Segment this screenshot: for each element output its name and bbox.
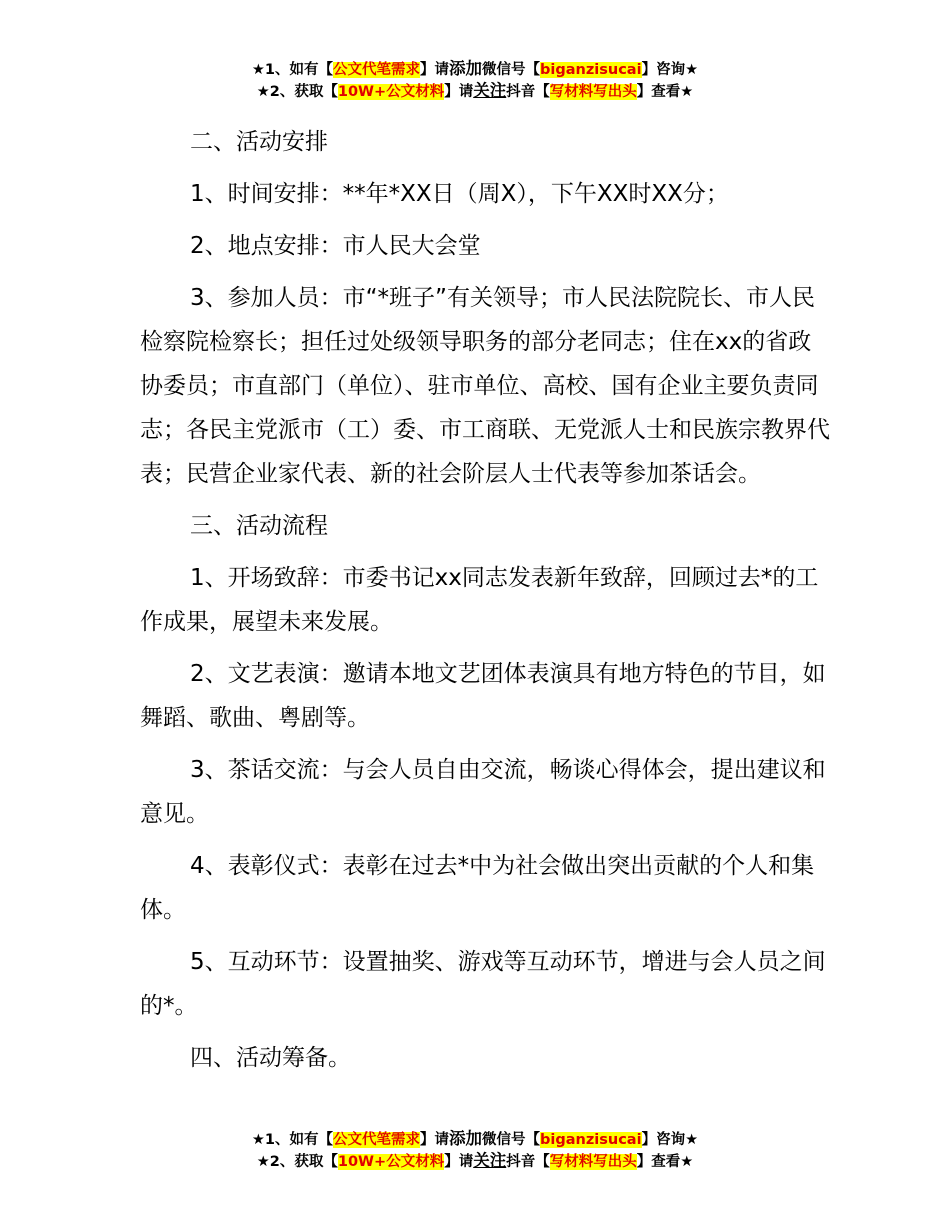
banner-highlight: biganzisucai [540, 62, 642, 78]
paragraph: 1、时间安排：**年*XX日（周X），下午XX时XX分； [190, 181, 729, 207]
banner-highlight: biganzisucai [540, 1132, 642, 1148]
banner-highlight: 公文代笔需求 [333, 62, 421, 78]
section-heading: 二、活动安排 [190, 129, 328, 155]
banner-text: 】查看★ [636, 84, 694, 100]
banner-highlight: 写材料写出头 [549, 1154, 637, 1170]
banner-emphasis: 关注 [473, 1151, 507, 1170]
banner-text: 】请 [444, 84, 474, 100]
banner-emphasis: 关注 [473, 81, 507, 100]
banner-text: 】请 [444, 1154, 474, 1170]
banner-text: 】咨询★ [641, 1132, 699, 1148]
banner-line-2 [0, 1150, 950, 1172]
banner-text: ★2、获取【 [256, 84, 338, 100]
paragraph: 3、茶话交流：与会人员自由交流，畅谈心得体会，提出建议和意见。 [140, 757, 826, 827]
banner-emphasis: 添加 [449, 1129, 483, 1148]
banner-emphasis: 添加 [449, 59, 483, 78]
banner-line-2 [0, 80, 950, 102]
banner-highlight: 写材料写出头 [549, 84, 637, 100]
banner-line-1 [0, 58, 950, 80]
banner-text: 】咨询★ [641, 62, 699, 78]
banner-text: 抖音【 [506, 1154, 550, 1170]
banner-text: 微信号【 [482, 62, 541, 78]
banner-text: 】查看★ [636, 1154, 694, 1170]
paragraph: 3、参加人员：市“*班子”有关领导；市人民法院院长、市人民检察院检察长；担任过处级领导职务的部分老同志；住在xx的省政协委员；市直部门（单位）、驻市单位、高校、国有企业主要负责同志；各民主党派市（工）委、市工商联、无党派人士和民族宗教界代表；民营企业家代表、新的社会阶层人士代表等参加茶话会。 [140, 285, 830, 487]
header-banner [0, 58, 950, 102]
banner-line-1 [0, 1128, 950, 1150]
section-heading: 三、活动流程 [190, 513, 328, 539]
banner-highlight: 10W+公文材料 [337, 84, 445, 100]
banner-text: ★1、如有【 [251, 1132, 334, 1148]
paragraph: 4、表彰仪式：表彰在过去*中为社会做出突出贡献的个人和集体。 [140, 853, 815, 923]
footer-banner [0, 1128, 950, 1172]
paragraph: 2、地点安排：市人民大会堂 [190, 233, 481, 259]
section-heading: 四、活动筹备。 [190, 1045, 351, 1071]
banner-text: 】请 [420, 62, 450, 78]
banner-highlight: 10W+公文材料 [337, 1154, 445, 1170]
banner-text: ★2、获取【 [256, 1154, 338, 1170]
document-body [140, 120, 830, 1088]
banner-text: 微信号【 [482, 1132, 541, 1148]
banner-highlight: 公文代笔需求 [333, 1132, 421, 1148]
banner-text: ★1、如有【 [251, 62, 334, 78]
paragraph: 2、文艺表演：邀请本地文艺团体表演具有地方特色的节目，如舞蹈、歌曲、粤剧等。 [140, 661, 826, 731]
banner-text: 】请 [420, 1132, 450, 1148]
banner-text: 抖音【 [506, 84, 550, 100]
paragraph: 5、互动环节：设置抽奖、游戏等互动环节，增进与会人员之间的*。 [140, 949, 826, 1019]
paragraph: 1、开场致辞：市委书记xx同志发表新年致辞，回顾过去*的工作成果，展望未来发展。 [140, 565, 819, 635]
